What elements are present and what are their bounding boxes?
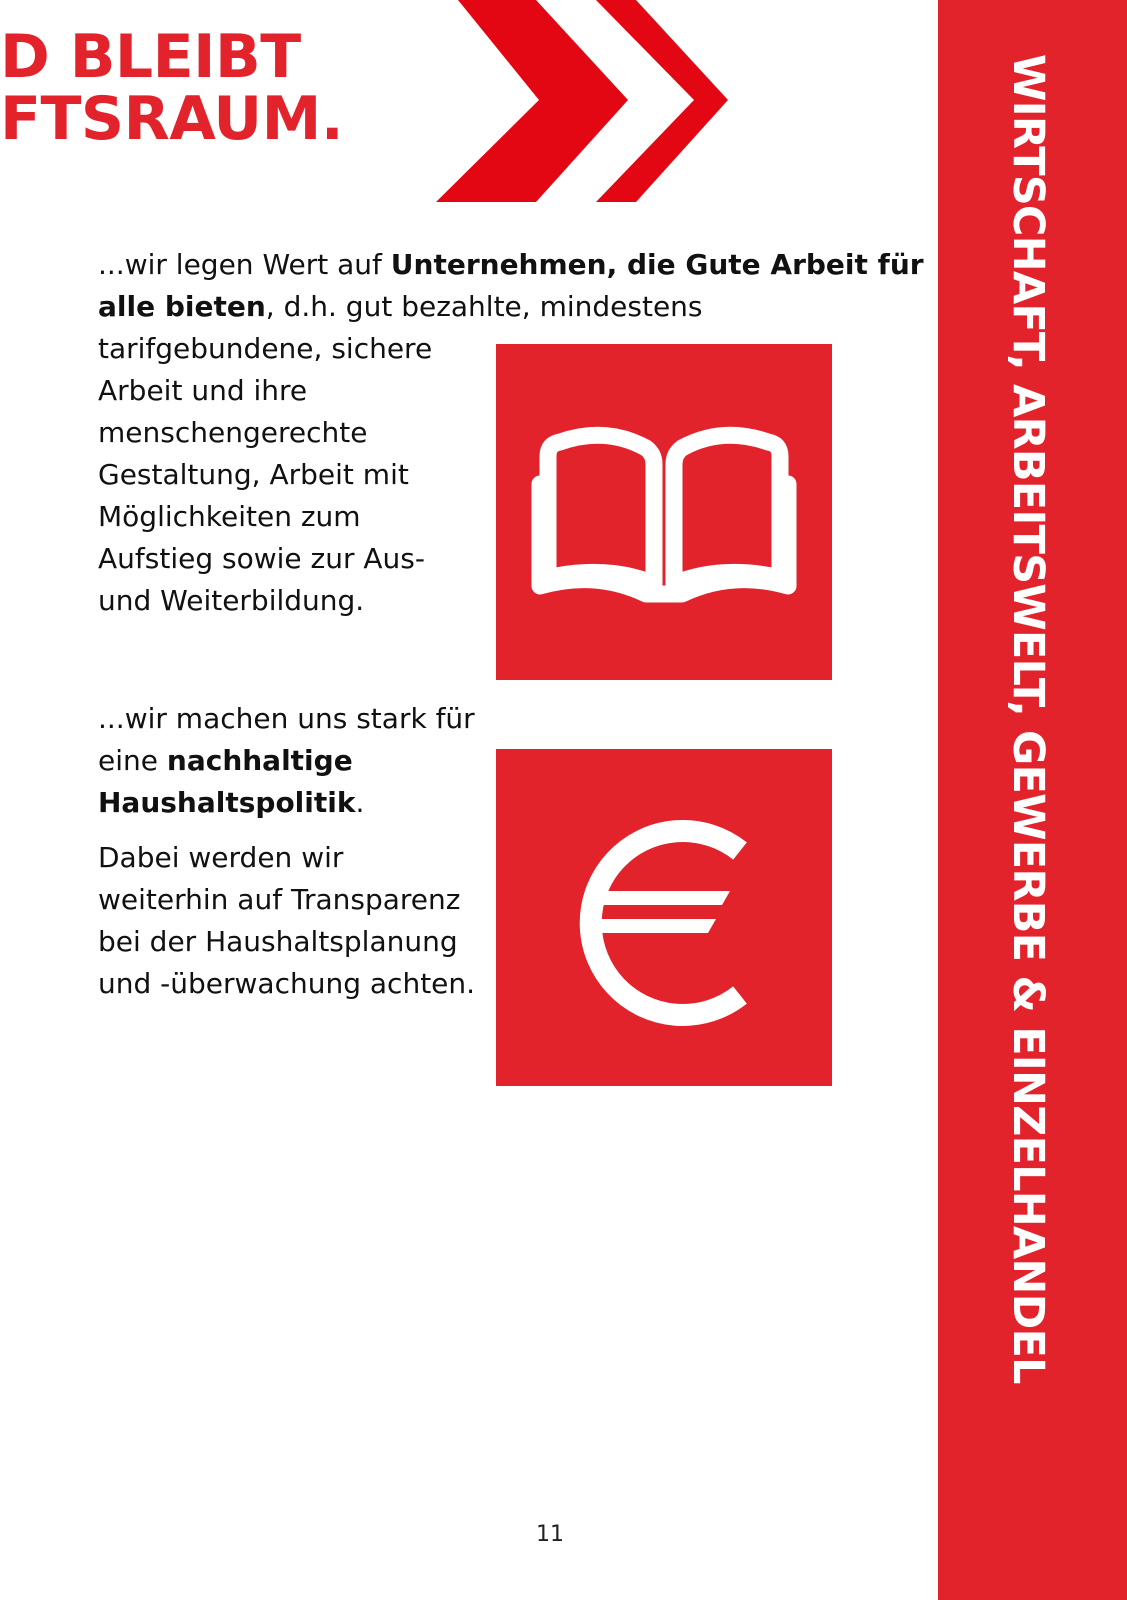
sentence-end: . xyxy=(355,786,365,819)
book-icon xyxy=(496,344,832,680)
lead-text: ...wir legen Wert auf xyxy=(98,248,391,281)
emphasis-haushaltspolitik: nachhaltige Haushaltspolitik xyxy=(98,744,356,819)
book-tile xyxy=(496,344,832,680)
page-number: 11 xyxy=(536,1522,564,1547)
headline-line-1: D BLEIBT xyxy=(0,22,301,92)
paragraph-line-1 xyxy=(98,244,924,286)
chevron-double-right-icon xyxy=(436,0,736,202)
lead-text-2: ...wir machen uns stark für eine xyxy=(98,702,475,777)
sidebar-title: WIRTSCHAFT, ARBEITSWELT, GEWERBE & EINZELHANDEL xyxy=(1003,54,1053,1384)
paragraph-line-2 xyxy=(98,286,878,328)
line-2-rest: , d.h. gut bezahlte, mindestens xyxy=(265,290,703,323)
paragraph-transparenz: Dabei werden wir weiterhin auf Transparenz bei der Haushaltsplanung und -überwachung achten. xyxy=(98,841,476,1000)
paragraph-haushaltspolitik xyxy=(98,698,478,824)
page-headline xyxy=(0,22,344,154)
euro-icon xyxy=(496,749,832,1086)
headline-line-2: FTSRAUM. xyxy=(0,84,344,154)
euro-tile xyxy=(496,749,832,1086)
emphasis-text-2: alle bieten xyxy=(98,290,266,323)
emphasis-text: Unternehmen, die Gute Arbeit für xyxy=(390,248,924,281)
paragraph-rest: tarifgebundene, sichere Arbeit und ihre menschengerechte Gestaltung, Arbeit mit Möglichkeiten zum Aufstieg sowie zur Aus- und Weiterbildung. xyxy=(98,332,433,617)
